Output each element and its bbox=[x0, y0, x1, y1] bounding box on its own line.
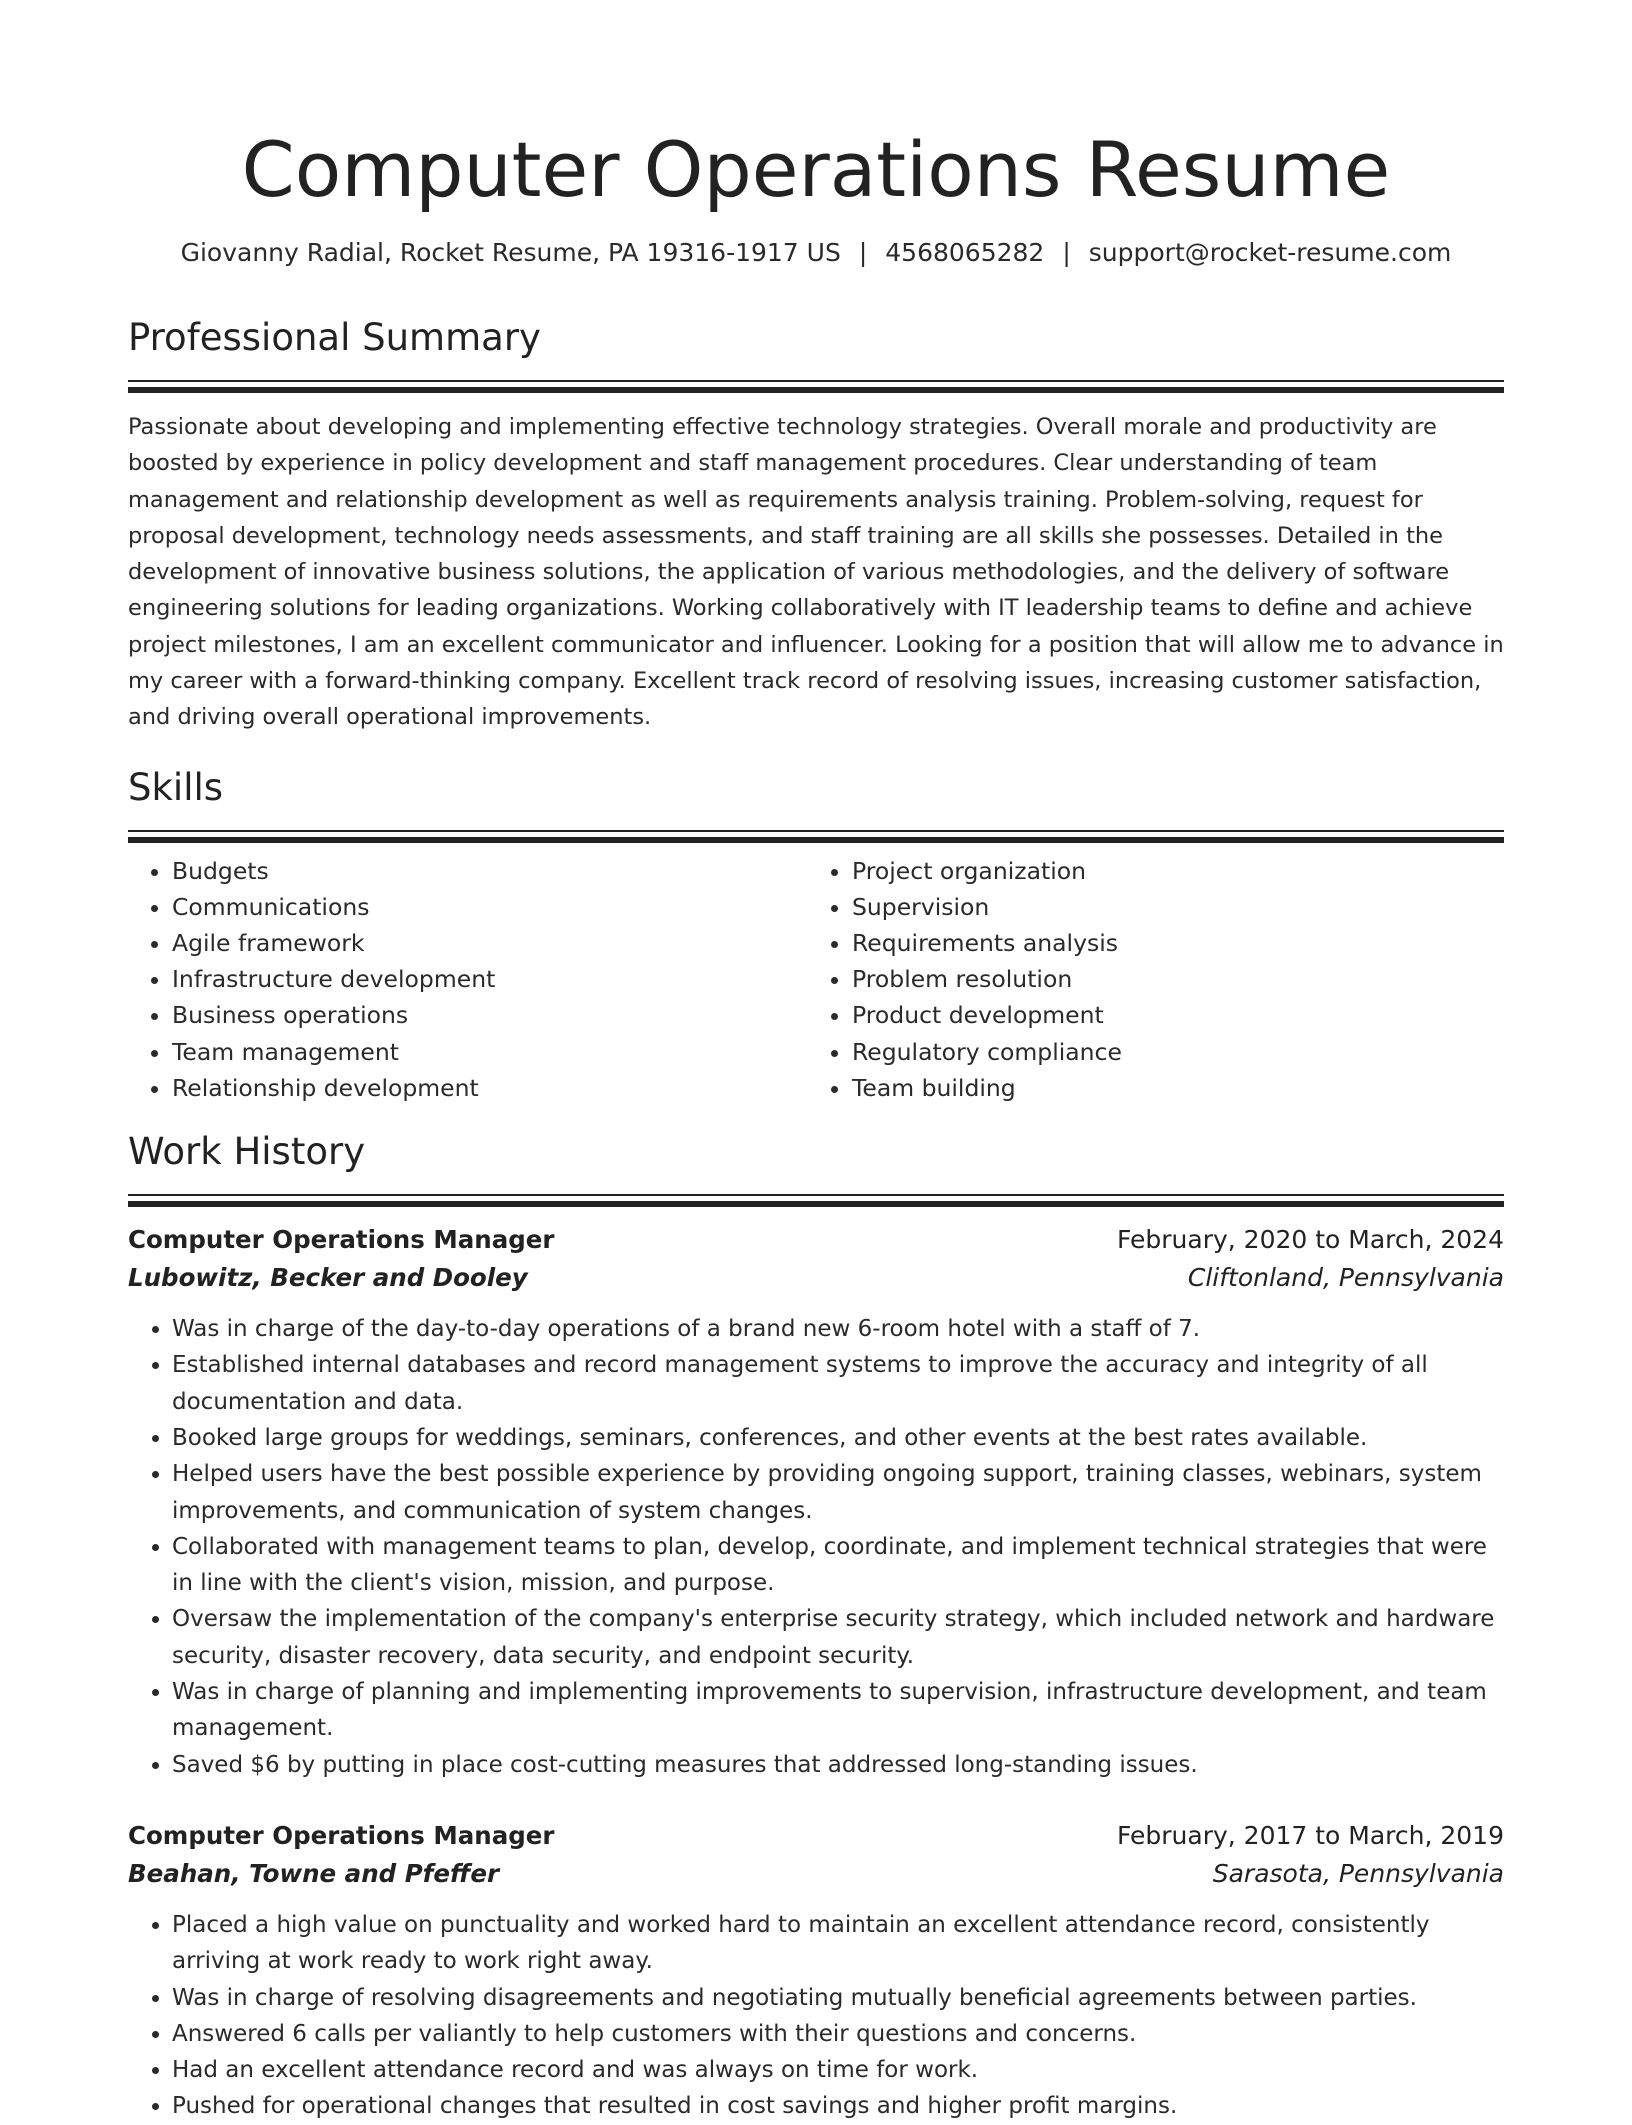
section-divider bbox=[128, 1194, 1504, 1207]
skills-heading: Skills bbox=[128, 765, 224, 809]
skills-column-left bbox=[128, 853, 808, 1106]
resume-page bbox=[128, 0, 1504, 2125]
skill-item: • Supervision bbox=[852, 889, 1488, 925]
job-bullets bbox=[128, 1311, 1504, 1783]
summary-text: Passionate about developing and implementing effective technology strategies. Overall morale and productivity are boosted by experience in policy development and staff management procedures. Clear understanding of team management and relationship development as well as requirements analysis training. Problem-solving, request for proposal development, technology needs assessments, and staff training are all skills she possesses. Detailed in the development of innovative business solutions, the application of various methodologies, and the delivery of software engineering solutions for leading organizations. Working collaboratively with IT leadership teams to define and achieve project milestones, I am an excellent communicator and influencer. Looking for a position that will allow me to advance in my career with a forward-thinking company. Excellent track record of resolving issues, increasing customer satisfaction, and driving overall operational improvements. bbox=[128, 414, 1504, 731]
job-dates: February, 2017 to March, 2019 bbox=[1116, 1820, 1504, 1850]
job-subheader bbox=[128, 1855, 1504, 1893]
section-divider bbox=[128, 830, 1504, 843]
job-entry bbox=[128, 1221, 1504, 1783]
skills-column-right bbox=[808, 853, 1488, 1106]
job-bullet: • Saved $6 by putting in place cost-cutting measures that addressed long-standing issues. bbox=[172, 1747, 1504, 1783]
skill-item: • Communications bbox=[172, 889, 808, 925]
job-company: Beahan, Towne and Pfeffer bbox=[128, 1858, 500, 1888]
job-bullet: • Had an excellent attendance record and was always on time for work. bbox=[172, 2052, 1504, 2088]
contact-separator: | bbox=[858, 238, 868, 267]
job-bullet: • Established internal databases and record management systems to improve the accuracy and integrity of all documentation and data. bbox=[172, 1347, 1504, 1420]
job-bullet: • Placed a high value on punctuality and worked hard to maintain an excellent attendance record, consistently arriving at work ready to work right away. bbox=[172, 1907, 1504, 1980]
job-title: Computer Operations Manager bbox=[128, 1820, 555, 1850]
skill-item: • Team management bbox=[172, 1034, 808, 1070]
skill-item: • Budgets bbox=[172, 853, 808, 889]
skill-item: • Agile framework bbox=[172, 925, 808, 961]
section-divider bbox=[128, 380, 1504, 393]
contact-line bbox=[128, 236, 1504, 270]
job-bullet: • Helped users have the best possible experience by providing ongoing support, training classes, webinars, system improvements, and communication of system changes. bbox=[172, 1456, 1504, 1529]
skill-item: • Team building bbox=[852, 1070, 1488, 1106]
job-bullet: • Was in charge of the day-to-day operations of a brand new 6-room hotel with a staff of 7. bbox=[172, 1311, 1504, 1347]
work-history-heading: Work History bbox=[128, 1130, 366, 1174]
contact-separator: | bbox=[1062, 238, 1071, 267]
skills-list bbox=[128, 853, 1504, 1106]
skill-item: • Relationship development bbox=[172, 1070, 808, 1106]
job-location: Cliftonland, Pennsylvania bbox=[1187, 1263, 1504, 1293]
skill-item: • Infrastructure development bbox=[172, 961, 808, 997]
contact-phone: 4568065282 bbox=[885, 238, 1045, 267]
skill-item: • Project organization bbox=[852, 853, 1488, 889]
skill-item: • Product development bbox=[852, 997, 1488, 1033]
job-subheader bbox=[128, 1259, 1504, 1297]
job-bullet: • Was in charge of resolving disagreements and negotiating mutually beneficial agreements between parties. bbox=[172, 1980, 1504, 2016]
job-header bbox=[128, 1817, 1504, 1855]
contact-address: Giovanny Radial, Rocket Resume, PA 19316-1917 US bbox=[180, 238, 841, 267]
skill-item: • Business operations bbox=[172, 997, 808, 1033]
job-bullet: • Answered 6 calls per valiantly to help customers with their questions and concerns. bbox=[172, 2016, 1504, 2052]
job-dates: February, 2020 to March, 2024 bbox=[1116, 1225, 1504, 1255]
summary-heading: Professional Summary bbox=[128, 316, 541, 359]
skill-item: • Problem resolution bbox=[852, 961, 1488, 997]
job-entry bbox=[128, 1817, 1504, 2125]
job-bullet: • Pushed for operational changes that resulted in cost savings and higher profit margins. bbox=[172, 2088, 1504, 2124]
job-bullet: • Was in charge of planning and implementing improvements to supervision, infrastructure development, and team management. bbox=[172, 1674, 1504, 1747]
job-location: Sarasota, Pennsylvania bbox=[1212, 1858, 1504, 1888]
job-bullet: • Oversaw the implementation of the company's enterprise security strategy, which included network and hardware security, disaster recovery, data security, and endpoint security. bbox=[172, 1601, 1504, 1674]
job-company: Lubowitz, Becker and Dooley bbox=[128, 1263, 528, 1293]
job-bullet: • Booked large groups for weddings, seminars, conferences, and other events at the best rates available. bbox=[172, 1420, 1504, 1456]
job-header bbox=[128, 1221, 1504, 1259]
job-bullet: • Collaborated with management teams to plan, develop, coordinate, and implement technical strategies that were in line with the client's vision, mission, and purpose. bbox=[172, 1529, 1504, 1602]
job-title: Computer Operations Manager bbox=[128, 1225, 555, 1255]
contact-email: support@rocket-resume.com bbox=[1088, 238, 1452, 267]
job-bullets bbox=[128, 1907, 1504, 2125]
skill-item: • Requirements analysis bbox=[852, 925, 1488, 961]
skill-item: • Regulatory compliance bbox=[852, 1034, 1488, 1070]
resume-title: Computer Operations Resume bbox=[241, 125, 1391, 214]
